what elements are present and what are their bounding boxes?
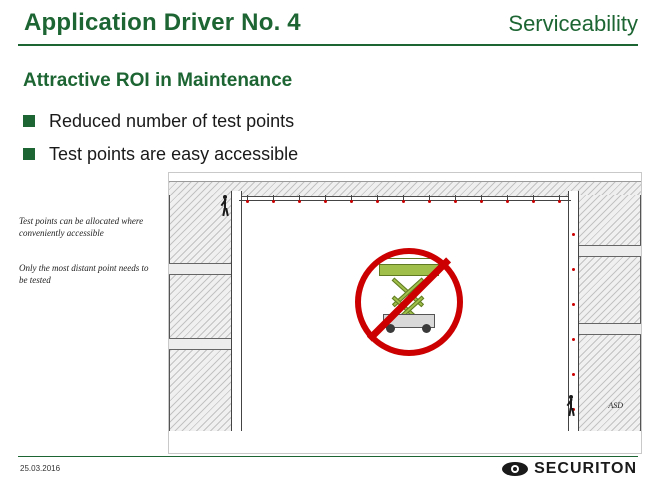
bullet-label: Reduced number of test points	[49, 110, 295, 131]
header-divider	[18, 44, 638, 46]
right-floor-slab-1	[579, 245, 641, 257]
bullet-label: Test points are easy accessible	[49, 143, 299, 164]
slide-header	[0, 0, 655, 48]
square-bullet-icon	[23, 148, 35, 160]
note-test-points-allocation: Test points can be allocated where conveniently accessible	[19, 216, 144, 238]
right-floor-slab-2	[579, 323, 641, 335]
eye-icon	[502, 462, 528, 476]
list-item	[23, 139, 473, 169]
square-bullet-icon	[23, 115, 35, 127]
shaft-wall-left	[231, 191, 242, 431]
no-scissor-lift-icon	[355, 248, 463, 356]
section-title: Attractive ROI in Maintenance	[23, 70, 293, 91]
slide-date: 25.03.2016	[20, 464, 61, 473]
list-item	[23, 106, 473, 136]
left-floor-slab-1	[169, 263, 231, 275]
right-wall	[577, 195, 641, 431]
page-title: Application Driver No. 4	[24, 9, 301, 36]
brand-name: SECURITON	[534, 460, 637, 477]
building-cross-section-diagram	[168, 172, 642, 454]
header-subtitle: Serviceability	[508, 11, 638, 36]
left-wall	[169, 195, 233, 431]
footer-divider	[18, 456, 638, 457]
sampling-pipe	[239, 200, 571, 201]
asd-label: ASD	[608, 401, 623, 410]
brand-logo	[502, 460, 637, 478]
left-floor-slab-2	[169, 338, 231, 350]
note-most-distant-point: Only the most distant point needs to be tested	[19, 263, 149, 285]
bullet-list	[23, 106, 473, 172]
